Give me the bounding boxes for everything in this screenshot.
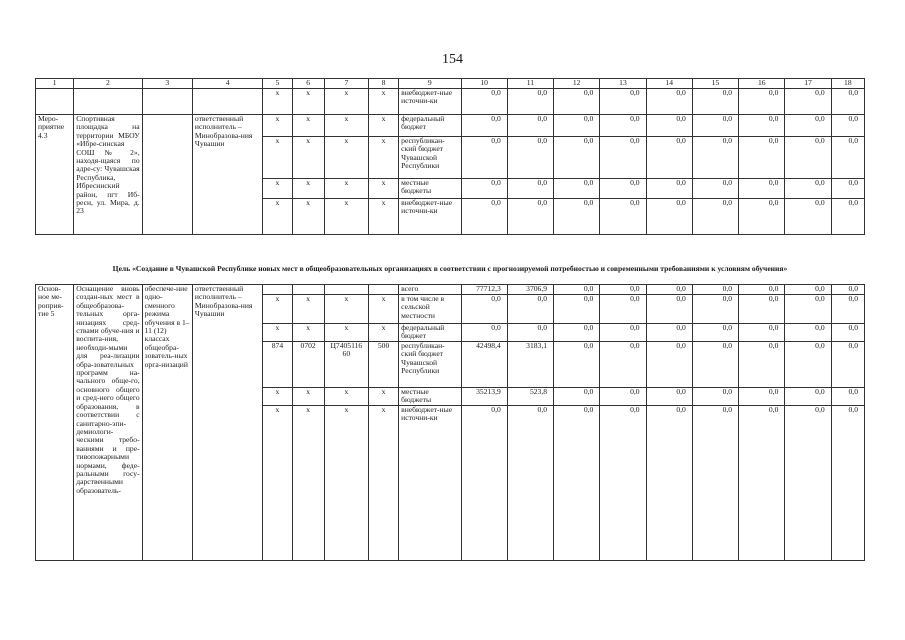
budget-code-cell: Ц7405116 60 [324,342,368,388]
amount-cell: 0,0 [739,179,785,199]
amount-cell: 0,0 [831,388,864,406]
amount-cell: 0,0 [831,285,864,295]
amount-cell: 0,0 [554,324,600,342]
amount-cell: 0,0 [692,295,738,324]
amount-cell: 0,0 [600,199,646,235]
column-number: 8 [368,79,398,89]
funding-source-cell: всего [399,285,461,295]
amount-cell: 0,0 [600,324,646,342]
column-number: 15 [692,79,738,89]
activity-number-cell: Основ-ное ме-роприя-тие 5 [36,285,74,561]
amount-cell: 42498,4 [461,342,507,388]
amount-cell: 0,0 [507,115,553,137]
budget-code-cell: x [263,199,292,235]
funding-source-cell: республикан-ский бюджет Чувашской Республики [399,342,461,388]
amount-cell: 0,0 [554,199,600,235]
budget-code-cell: x [324,406,368,561]
funding-source-cell: федеральный бюджет [399,115,461,137]
amount-cell: 0,0 [600,388,646,406]
amount-cell: 0,0 [600,285,646,295]
amount-cell: 0,0 [554,89,600,115]
activity-name-cell: Оснащение вновь создан-ных мест в общеобразова-тельных орга-низациях сред-ствами обуче-ния и воспита-ния, необходи-мыми для реа-лизации обра-зовательных программ на-чального обще-го, основного общего и сред-него общего образования, в соответствии с санитарно-эпи-демиологи-ческими требо-ваниями и пре-тивопожарными нормами, феде-ральными госу-дарственными образователь- [74,285,142,561]
amount-cell: 0,0 [554,115,600,137]
amount-cell: 0,0 [554,179,600,199]
responsible-cell: ответственный исполнитель – Минобразова-ния Чувашии [192,115,262,235]
amount-cell: 0,0 [739,342,785,388]
budget-code-cell: 500 [368,342,398,388]
budget-code-cell: x [324,179,368,199]
amount-cell: 0,0 [831,295,864,324]
column-number: 16 [739,79,785,89]
funding-source-cell: республикан-ский бюджет Чувашской Республики [399,137,461,179]
amount-cell: 0,0 [554,295,600,324]
column-number: 2 [74,79,142,89]
budget-code-cell: x [292,89,324,115]
empty-cell [368,285,398,295]
column-numbers-row [36,79,865,89]
amount-cell: 77712,3 [461,285,507,295]
empty-cell [74,89,142,115]
amount-cell: 0,0 [785,388,831,406]
budget-code-cell: x [368,137,398,179]
table-row [36,285,865,295]
amount-cell: 0,0 [507,199,553,235]
column-number: 4 [192,79,262,89]
budget-code-cell: x [263,115,292,137]
budget-code-cell: x [368,179,398,199]
budget-code-cell: x [324,295,368,324]
column-number: 3 [142,79,192,89]
amount-cell: 0,0 [739,295,785,324]
table-row [36,115,865,137]
amount-cell: 0,0 [507,324,553,342]
amount-cell: 0,0 [692,342,738,388]
amount-cell: 35213,9 [461,388,507,406]
empty-cell [192,89,262,115]
budget-code-cell: x [263,388,292,406]
budget-code-cell: x [368,388,398,406]
column-number: 9 [399,79,461,89]
empty-cell [324,285,368,295]
amount-cell: 0,0 [831,406,864,561]
amount-cell: 0,0 [692,115,738,137]
amount-cell: 0,0 [692,199,738,235]
column-number: 13 [600,79,646,89]
amount-cell: 0,0 [646,179,692,199]
budget-code-cell: x [263,406,292,561]
budget-code-cell: x [368,406,398,561]
amount-cell: 0,0 [831,115,864,137]
budget-code-cell: x [324,89,368,115]
amount-cell: 0,0 [600,115,646,137]
amount-cell: 0,0 [461,199,507,235]
budget-code-cell: x [324,137,368,179]
page-number: 154 [442,52,463,67]
amount-cell: 0,0 [785,342,831,388]
empty-cell [142,89,192,115]
budget-code-cell: x [368,324,398,342]
table-row [36,89,865,115]
column-number: 5 [263,79,292,89]
amount-cell: 0,0 [739,199,785,235]
funding-source-cell: внебюджет-ные источни-ки [399,406,461,561]
amount-cell: 0,0 [831,324,864,342]
budget-code-cell: x [368,89,398,115]
empty-cell [292,285,324,295]
amount-cell: 0,0 [507,295,553,324]
amount-cell: 0,0 [554,285,600,295]
amount-cell: 0,0 [461,324,507,342]
budget-table-top [35,78,865,235]
amount-cell: 0,0 [692,285,738,295]
amount-cell: 0,0 [739,89,785,115]
funding-source-cell: местные бюджеты [399,179,461,199]
amount-cell: 0,0 [600,179,646,199]
amount-cell: 0,0 [646,285,692,295]
amount-cell: 0,0 [831,199,864,235]
empty-cell [263,285,292,295]
amount-cell: 0,0 [507,406,553,561]
amount-cell: 0,0 [785,285,831,295]
amount-cell: 0,0 [507,137,553,179]
amount-cell: 0,0 [646,115,692,137]
budget-code-cell: x [292,115,324,137]
amount-cell: 0,0 [554,342,600,388]
budget-code-cell: x [368,115,398,137]
amount-cell: 0,0 [646,199,692,235]
amount-cell: 0,0 [461,295,507,324]
amount-cell: 0,0 [785,89,831,115]
amount-cell: 0,0 [739,137,785,179]
column-number: 1 [36,79,74,89]
budget-code-cell: x [292,179,324,199]
budget-code-cell: x [292,388,324,406]
funding-source-cell: внебюджет-ные источни-ки [399,89,461,115]
expected-result-cell: обеспече-ние одно-сменного режима обучения в 1–11 (12) классах общеобра-зователь-ных орга-низаций [142,285,192,561]
amount-cell: 0,0 [785,199,831,235]
column-number: 12 [554,79,600,89]
amount-cell: 0,0 [831,137,864,179]
amount-cell: 0,0 [646,89,692,115]
amount-cell: 0,0 [554,137,600,179]
amount-cell: 3183,1 [507,342,553,388]
amount-cell: 3706,9 [507,285,553,295]
amount-cell: 0,0 [831,89,864,115]
column-number: 6 [292,79,324,89]
responsible-cell: ответственный исполнитель – Минобразова-ния Чувашии [192,285,262,561]
amount-cell: 0,0 [785,115,831,137]
funding-source-cell: в том числе в сельской местности [399,295,461,324]
budget-code-cell: x [292,199,324,235]
empty-cell [142,115,192,235]
budget-code-cell: x [263,179,292,199]
amount-cell: 0,0 [461,89,507,115]
activity-name-cell: Спортивная площадка на территории МБОУ «Ибре-синская СОШ № 2», находя-щаяся по адре-су: Чувашская Республика, Ибресинский район, пгт Иб-реси, ул. Мира, д. 23 [74,115,142,235]
budget-code-cell: x [263,295,292,324]
amount-cell: 0,0 [461,115,507,137]
funding-source-cell: местные бюджеты [399,388,461,406]
amount-cell: 0,0 [554,406,600,561]
amount-cell: 0,0 [600,342,646,388]
amount-cell: 0,0 [739,406,785,561]
amount-cell: 0,0 [785,137,831,179]
amount-cell: 0,0 [507,179,553,199]
budget-code-cell: 0702 [292,342,324,388]
amount-cell: 0,0 [461,137,507,179]
budget-code-cell: x [263,324,292,342]
budget-code-cell: x [324,199,368,235]
amount-cell: 0,0 [692,324,738,342]
amount-cell: 0,0 [692,388,738,406]
budget-code-cell: x [263,137,292,179]
budget-table-bottom [35,284,865,561]
amount-cell: 0,0 [739,115,785,137]
budget-code-cell: 874 [263,342,292,388]
amount-cell: 0,0 [554,388,600,406]
amount-cell: 0,0 [600,295,646,324]
amount-cell: 0,0 [785,406,831,561]
amount-cell: 0,0 [461,406,507,561]
amount-cell: 0,0 [785,179,831,199]
budget-code-cell: x [292,137,324,179]
amount-cell: 0,0 [461,179,507,199]
amount-cell: 0,0 [739,324,785,342]
amount-cell: 0,0 [739,388,785,406]
amount-cell: 0,0 [646,406,692,561]
budget-code-cell: x [292,324,324,342]
budget-code-cell: x [292,406,324,561]
amount-cell: 0,0 [692,406,738,561]
amount-cell: 0,0 [646,388,692,406]
amount-cell: 0,0 [831,179,864,199]
amount-cell: 0,0 [692,137,738,179]
activity-number-cell: Меро-приятие 4.3 [36,115,74,235]
amount-cell: 0,0 [507,89,553,115]
budget-code-cell: x [324,388,368,406]
column-number: 18 [831,79,864,89]
column-number: 14 [646,79,692,89]
column-number: 17 [785,79,831,89]
budget-code-cell: x [368,199,398,235]
budget-code-cell: x [368,295,398,324]
amount-cell: 0,0 [600,137,646,179]
amount-cell: 0,0 [646,295,692,324]
amount-cell: 523,8 [507,388,553,406]
column-number: 11 [507,79,553,89]
budget-code-cell: x [324,115,368,137]
goal-heading: Цель «Создание в Чувашской Республике новых мест в общеобразовательных организациях в соответствии с прогнозируемой потребностью и современными требованиями к условиям обучения» [112,264,788,273]
amount-cell: 0,0 [739,285,785,295]
budget-code-cell: x [324,324,368,342]
budget-code-cell: x [263,89,292,115]
column-number: 10 [461,79,507,89]
amount-cell: 0,0 [831,342,864,388]
amount-cell: 0,0 [600,89,646,115]
amount-cell: 0,0 [600,406,646,561]
amount-cell: 0,0 [646,324,692,342]
amount-cell: 0,0 [785,324,831,342]
amount-cell: 0,0 [692,89,738,115]
column-number: 7 [324,79,368,89]
amount-cell: 0,0 [646,342,692,388]
amount-cell: 0,0 [692,179,738,199]
amount-cell: 0,0 [646,137,692,179]
funding-source-cell: внебюджет-ные источни-ки [399,199,461,235]
amount-cell: 0,0 [785,295,831,324]
empty-cell [36,89,74,115]
budget-code-cell: x [292,295,324,324]
funding-source-cell: федеральный бюджет [399,324,461,342]
